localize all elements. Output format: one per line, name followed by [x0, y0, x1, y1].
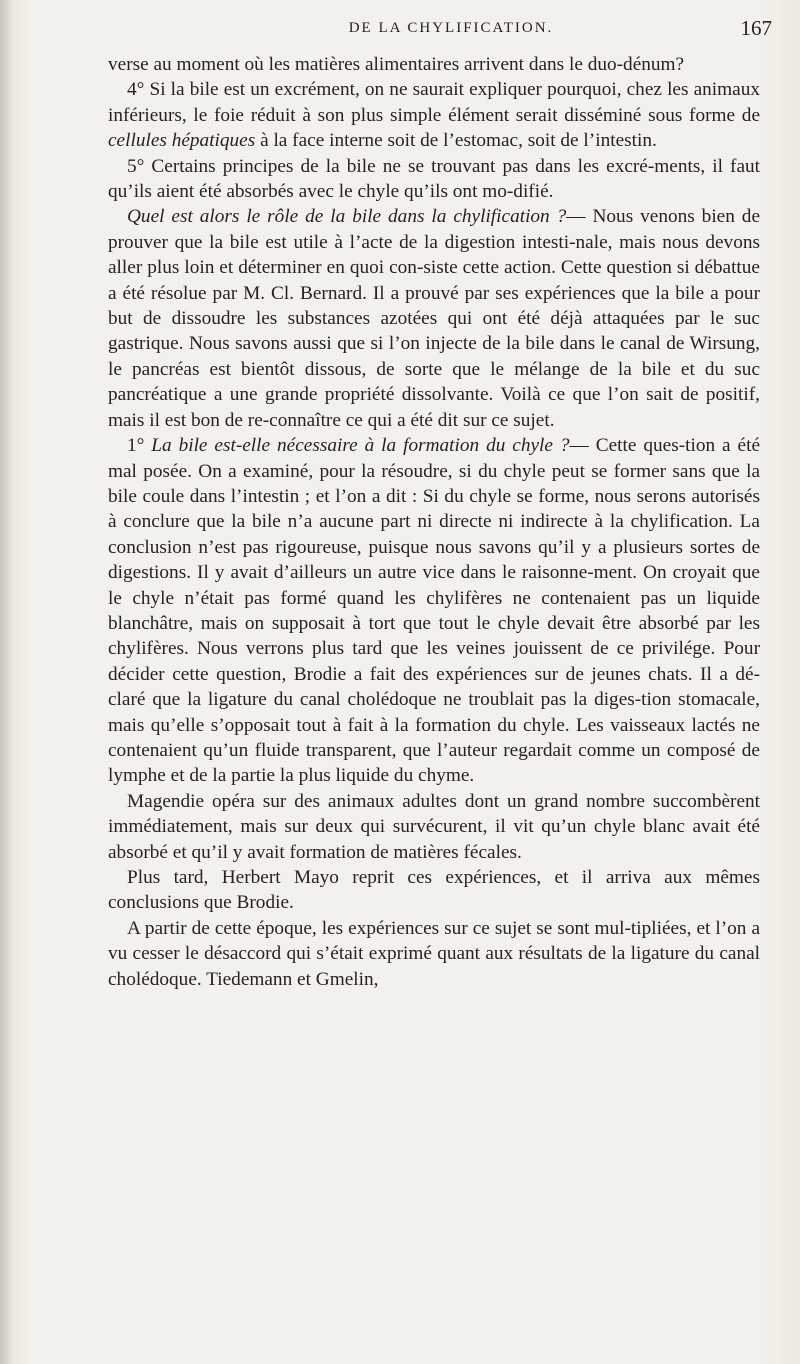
running-head: DE LA CHYLIFICATION.: [348, 20, 554, 36]
text-run: A partir de cette époque, les expériences sur ce sujet se sont mul-tipliées, et l’on a vu cesser le désaccord qui s’était exprimé quant aux résultats de la ligature du canal cholédoque. Tiedemann et Gmelin,: [108, 917, 760, 990]
text-run: — Cette ques-tion a été mal posée. On a examiné, pour la résoudre, si du chyle peut se former sans que la bile coule dans l’intestin ; et l’on a dit : Si du chyle se forme, nous serons autorisés à conclure que la bile n’a aucune part ni directe ni indirecte à la chylification. La conclusion n’est pas rigoureuse, puisque nous savons qu’il y a plusieurs sortes de digestions. Il y avait d’ailleurs un autre vice dans le raisonne-ment. On croyait que le chyle n’était pas formé quand les chylifères ne contenaient pas un liquide blanchâtre, mais on supposait à tort que tout le chyle devait être absorbé par les chylifères. Nous verrons plus tard que les veines jouissent de ce privilége. Pour décider cette question, Brodie a fait des expériences sur de jeunes chats. Il a dé-claré que la ligature du canal cholédoque ne troublait pas la diges-tion stomacale, mais qu’elle s’opposait tout à fait à la formation du chyle. Les vaisseaux lactés ne contenaient qu’un fluide transparent, que l’auteur regardait comme un composé de lymphe et de la partie la plus liquide du chyme.: [108, 435, 760, 787]
paragraph: [108, 154, 760, 205]
paragraph: [108, 52, 760, 77]
text-run: 4° Si la bile est un excrément, on ne saurait expliquer pourquoi, chez les animaux inférieurs, le foie réduit à son plus simple élément serait disséminé sous forme de: [108, 79, 760, 126]
page-number: 167: [740, 16, 772, 40]
text-run: 1°: [127, 435, 152, 457]
body-text: [108, 52, 760, 992]
text-run: Magendie opéra sur des animaux adultes dont un grand nombre succombèrent immédiatement, mais sur deux qui survécurent, il vit qu’un chyle blanc avait été absorbé et qu’il y avait formation de matières fécales.: [108, 790, 760, 863]
text-run: 5° Certains principes de la bile ne se trouvant pas dans les excré-ments, il faut qu’ils aient été absorbés avec le chyle qu’ils ont mo-difié.: [108, 155, 760, 203]
text-run: verse au moment où les matières alimentaires arrivent dans le duo-dénum?: [108, 54, 685, 75]
page-header: [110, 16, 792, 46]
paragraph: [108, 789, 760, 865]
paragraph: [108, 204, 760, 433]
binding-shadow: [0, 0, 14, 1364]
paragraph: [108, 433, 760, 789]
paragraph: [108, 865, 760, 916]
italic-text: cellules hépatiques: [108, 130, 256, 152]
paragraph: [108, 77, 760, 153]
text-run: Plus tard, Herbert Mayo reprit ces expériences, et il arriva aux mêmes conclusions que Brodie.: [108, 867, 760, 914]
text-run: à la face interne soit de l’estomac, soit de l’intestin.: [255, 130, 657, 152]
italic-text: Quel est alors le rôle de la bile dans la chylification ?: [127, 206, 567, 228]
text-run: — Nous venons bien de prouver que la bile est utile à l’acte de la digestion intesti-nale, mais nous devons aller plus loin et déterminer en quoi con-siste cette action. Cette question si débattue a été résolue par M. Cl. Bernard. Il a prouvé par ses expériences que la bile a pour but de dissoudre les substances azotées qui ont été déjà attaquées par le suc gastrique. Nous savons aussi que si l’on injecte de la bile dans le canal de Wirsung, le pancréas est bientôt dissous, de sorte que le mélange de la bile et du suc pancréatique a une grande propriété dissolvante. Voilà ce que l’on sait de positif, mais il est bon de re-connaître ce qui a été dit sur ce sujet.: [108, 206, 761, 431]
italic-text: La bile est-elle nécessaire à la formation du chyle ?: [151, 435, 570, 457]
paragraph: [108, 916, 760, 992]
